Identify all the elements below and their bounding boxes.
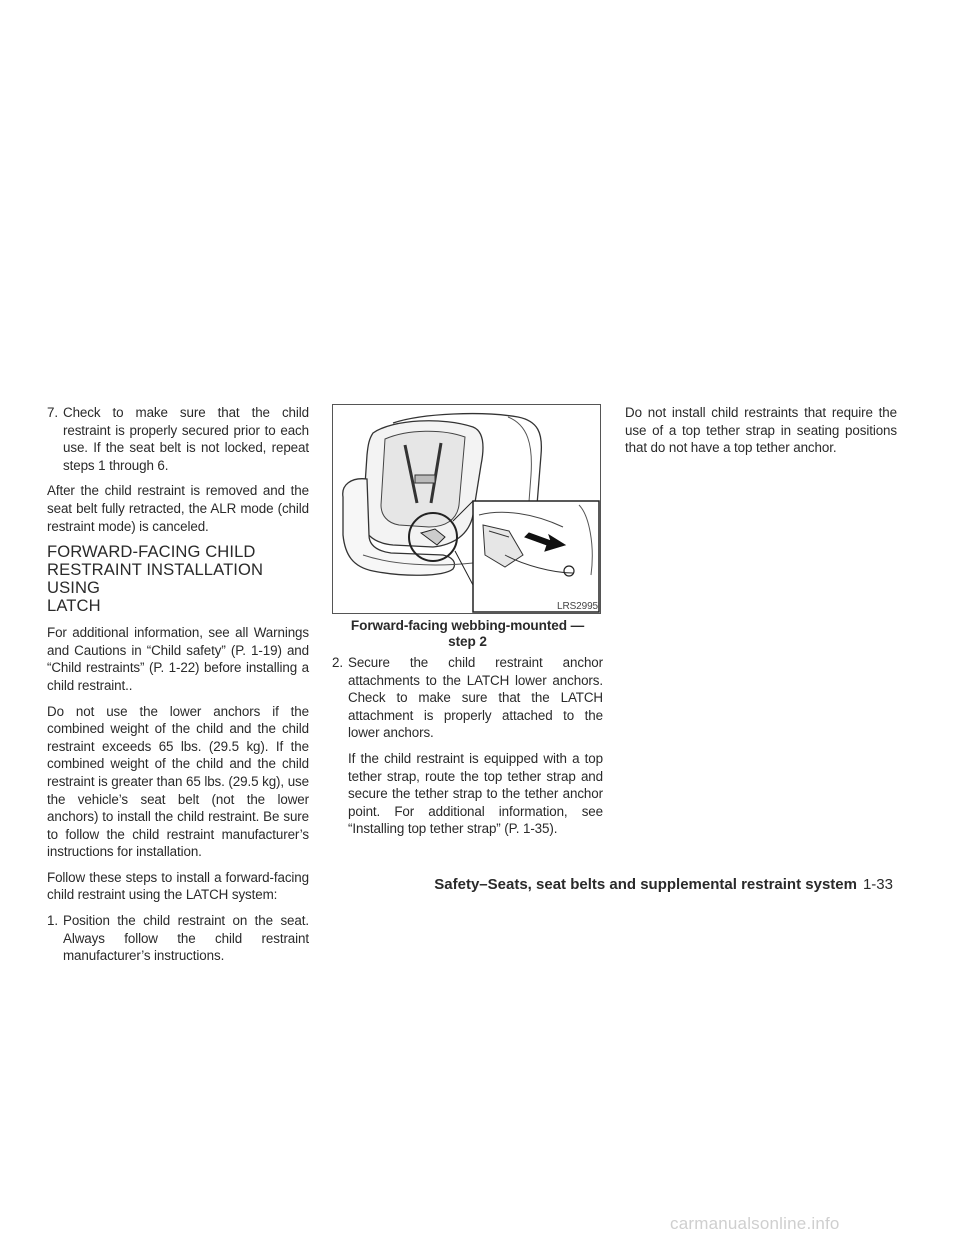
step-text: Check to make sure that the child restraint is properly secured prior to each use. If the seat belt is not locked, repeat steps 1 through 6. <box>63 405 309 473</box>
heading-line: FORWARD-FACING CHILD <box>47 542 256 562</box>
step-number: 2. <box>332 655 343 670</box>
caption-line: step 2 <box>448 634 487 649</box>
step-text: Position the child restraint on the seat. Always follow the child restraint manufacturer’s instructions. <box>63 913 309 964</box>
page-number: 1-33 <box>862 876 893 893</box>
info-paragraph: For additional information, see all Warnings and Cautions in “Child safety” (P. 1-19) and “Child restraints” (P. 1-22) before installing a child restraint.. <box>47 625 309 693</box>
step-7 <box>47 404 309 474</box>
child-seat-figure <box>332 404 601 614</box>
middle-column <box>332 404 603 846</box>
step-number: 1. <box>47 913 58 929</box>
footer-section-title: Safety–Seats, seat belts and supplemental restraint system <box>434 876 857 893</box>
section-heading <box>47 543 309 615</box>
step-2 <box>332 654 603 742</box>
steps-intro-paragraph: Follow these steps to install a forward-facing child restraint using the LATCH system: <box>47 869 309 903</box>
right-column <box>625 404 897 465</box>
heading-line: LATCH <box>47 596 101 616</box>
caption-line: Forward-facing webbing-mounted — <box>350 618 585 633</box>
child-seat-illustration <box>333 405 600 613</box>
step-text: Secure the child restraint anchor attachments to the LATCH lower anchors. Check to make sure that the LATCH attachment is properly attached to the lower anchors. <box>348 655 603 741</box>
weight-paragraph: Do not use the lower anchors if the combined weight of the child and the child restraint exceeds 65 lbs. (29.5 kg). If the combined weight of the child and the child restraint is greater than 65 lbs. (29.5 kg), use the vehicle’s seat belt (not the lower anchors) to install the child restraint. Be sure to follow the child restraint manufacturer’s instructions for installation. <box>47 703 309 860</box>
step-2-subparagraph: If the child restraint is equipped with a top tether strap, route the top tether strap and secure the tether strap to the tether anchor point. For additional information, see “Installing top tether strap” (P. 1-35). <box>348 750 603 837</box>
page-footer <box>0 876 893 894</box>
figure-code: LRS2995 <box>557 601 598 612</box>
tether-paragraph: Do not install child restraints that require the use of a top tether strap in seating positions that do not have a top tether anchor. <box>625 405 897 456</box>
step-1 <box>47 912 309 965</box>
figure-caption <box>332 618 603 650</box>
alr-paragraph: After the child restraint is removed and the seat belt fully retracted, the ALR mode (child restraint mode) is canceled. <box>47 483 309 534</box>
step-number: 7. <box>47 405 58 420</box>
heading-line: RESTRAINT INSTALLATION USING <box>47 560 264 598</box>
watermark: carmanualsonline.info <box>670 1214 840 1233</box>
